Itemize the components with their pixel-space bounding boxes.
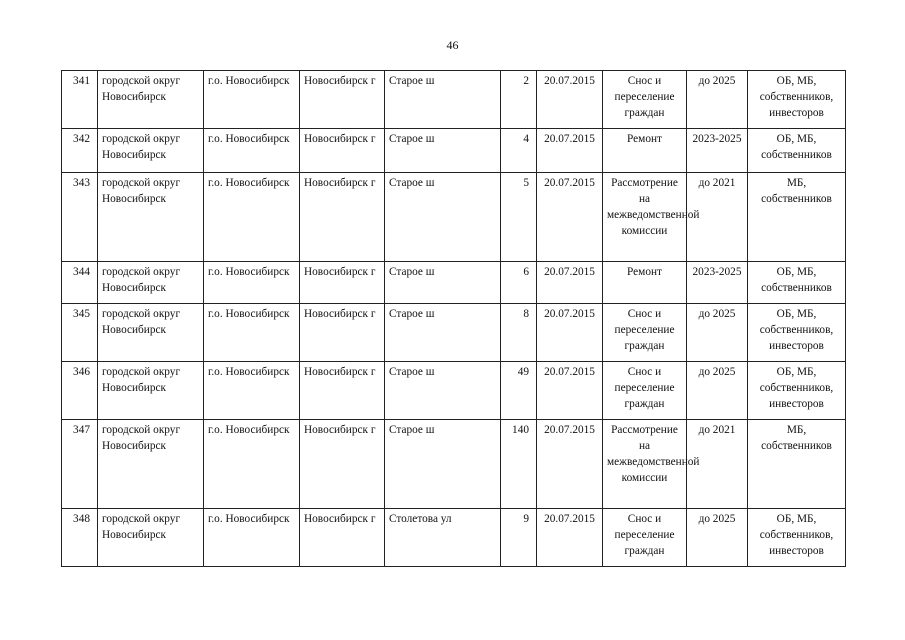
action-cell: Ремонт xyxy=(603,129,687,173)
table-row xyxy=(62,71,846,129)
municipality-cell: городской округ Новосибирск xyxy=(98,173,204,262)
row-number: 344 xyxy=(62,262,98,304)
action-cell: Снос и переселение граждан xyxy=(603,71,687,129)
street-cell: Старое ш xyxy=(385,420,501,509)
district-cell: г.о. Новосибирск xyxy=(204,509,300,567)
funding-cell: ОБ, МБ, собственников, инвесторов xyxy=(748,304,846,362)
date-cell: 20.07.2015 xyxy=(537,71,603,129)
house-cell: 2 xyxy=(501,71,537,129)
housing-table xyxy=(61,70,846,567)
date-cell: 20.07.2015 xyxy=(537,129,603,173)
action-cell: Рассмотрение на межведомственной комиссии xyxy=(603,173,687,262)
term-cell: до 2021 xyxy=(687,173,748,262)
table-row xyxy=(62,304,846,362)
date-cell: 20.07.2015 xyxy=(537,262,603,304)
table-row xyxy=(62,362,846,420)
date-cell: 20.07.2015 xyxy=(537,420,603,509)
row-number: 348 xyxy=(62,509,98,567)
city-cell: Новосибирск г xyxy=(300,129,385,173)
row-number: 342 xyxy=(62,129,98,173)
municipality-cell: городской округ Новосибирск xyxy=(98,129,204,173)
street-cell: Старое ш xyxy=(385,71,501,129)
action-cell: Ремонт xyxy=(603,262,687,304)
district-cell: г.о. Новосибирск xyxy=(204,304,300,362)
municipality-cell: городской округ Новосибирск xyxy=(98,420,204,509)
funding-cell: МБ, собственников xyxy=(748,173,846,262)
city-cell: Новосибирск г xyxy=(300,71,385,129)
date-cell: 20.07.2015 xyxy=(537,509,603,567)
term-cell: до 2025 xyxy=(687,71,748,129)
house-cell: 5 xyxy=(501,173,537,262)
city-cell: Новосибирск г xyxy=(300,173,385,262)
funding-cell: ОБ, МБ, собственников, инвесторов xyxy=(748,362,846,420)
municipality-cell: городской округ Новосибирск xyxy=(98,71,204,129)
district-cell: г.о. Новосибирск xyxy=(204,262,300,304)
row-number: 343 xyxy=(62,173,98,262)
street-cell: Старое ш xyxy=(385,129,501,173)
street-cell: Старое ш xyxy=(385,262,501,304)
table-row xyxy=(62,129,846,173)
municipality-cell: городской округ Новосибирск xyxy=(98,262,204,304)
street-cell: Старое ш xyxy=(385,304,501,362)
term-cell: до 2021 xyxy=(687,420,748,509)
funding-cell: ОБ, МБ, собственников, инвесторов xyxy=(748,509,846,567)
city-cell: Новосибирск г xyxy=(300,362,385,420)
table-row xyxy=(62,173,846,262)
house-cell: 4 xyxy=(501,129,537,173)
term-cell: 2023-2025 xyxy=(687,129,748,173)
municipality-cell: городской округ Новосибирск xyxy=(98,509,204,567)
term-cell: до 2025 xyxy=(687,509,748,567)
date-cell: 20.07.2015 xyxy=(537,362,603,420)
street-cell: Старое ш xyxy=(385,362,501,420)
house-cell: 9 xyxy=(501,509,537,567)
house-cell: 6 xyxy=(501,262,537,304)
row-number: 346 xyxy=(62,362,98,420)
funding-cell: ОБ, МБ, собственников, инвесторов xyxy=(748,71,846,129)
district-cell: г.о. Новосибирск xyxy=(204,71,300,129)
city-cell: Новосибирск г xyxy=(300,420,385,509)
term-cell: до 2025 xyxy=(687,304,748,362)
action-cell: Снос и переселение граждан xyxy=(603,304,687,362)
city-cell: Новосибирск г xyxy=(300,304,385,362)
municipality-cell: городской округ Новосибирск xyxy=(98,362,204,420)
city-cell: Новосибирск г xyxy=(300,509,385,567)
funding-cell: МБ, собственников xyxy=(748,420,846,509)
action-cell: Рассмотрение на межведомственной комиссии xyxy=(603,420,687,509)
action-cell: Снос и переселение граждан xyxy=(603,362,687,420)
term-cell: до 2025 xyxy=(687,362,748,420)
row-number: 345 xyxy=(62,304,98,362)
table-row xyxy=(62,262,846,304)
district-cell: г.о. Новосибирск xyxy=(204,129,300,173)
street-cell: Старое ш xyxy=(385,173,501,262)
district-cell: г.о. Новосибирск xyxy=(204,420,300,509)
house-cell: 140 xyxy=(501,420,537,509)
table-row xyxy=(62,509,846,567)
table-row xyxy=(62,420,846,509)
funding-cell: ОБ, МБ, собственников xyxy=(748,262,846,304)
table-body xyxy=(62,71,846,567)
district-cell: г.о. Новосибирск xyxy=(204,362,300,420)
row-number: 347 xyxy=(62,420,98,509)
date-cell: 20.07.2015 xyxy=(537,173,603,262)
district-cell: г.о. Новосибирск xyxy=(204,173,300,262)
row-number: 341 xyxy=(62,71,98,129)
house-cell: 49 xyxy=(501,362,537,420)
street-cell: Столетова ул xyxy=(385,509,501,567)
page-number: 46 xyxy=(446,38,459,52)
municipality-cell: городской округ Новосибирск xyxy=(98,304,204,362)
city-cell: Новосибирск г xyxy=(300,262,385,304)
action-cell: Снос и переселение граждан xyxy=(603,509,687,567)
funding-cell: ОБ, МБ, собственников xyxy=(748,129,846,173)
term-cell: 2023-2025 xyxy=(687,262,748,304)
date-cell: 20.07.2015 xyxy=(537,304,603,362)
house-cell: 8 xyxy=(501,304,537,362)
